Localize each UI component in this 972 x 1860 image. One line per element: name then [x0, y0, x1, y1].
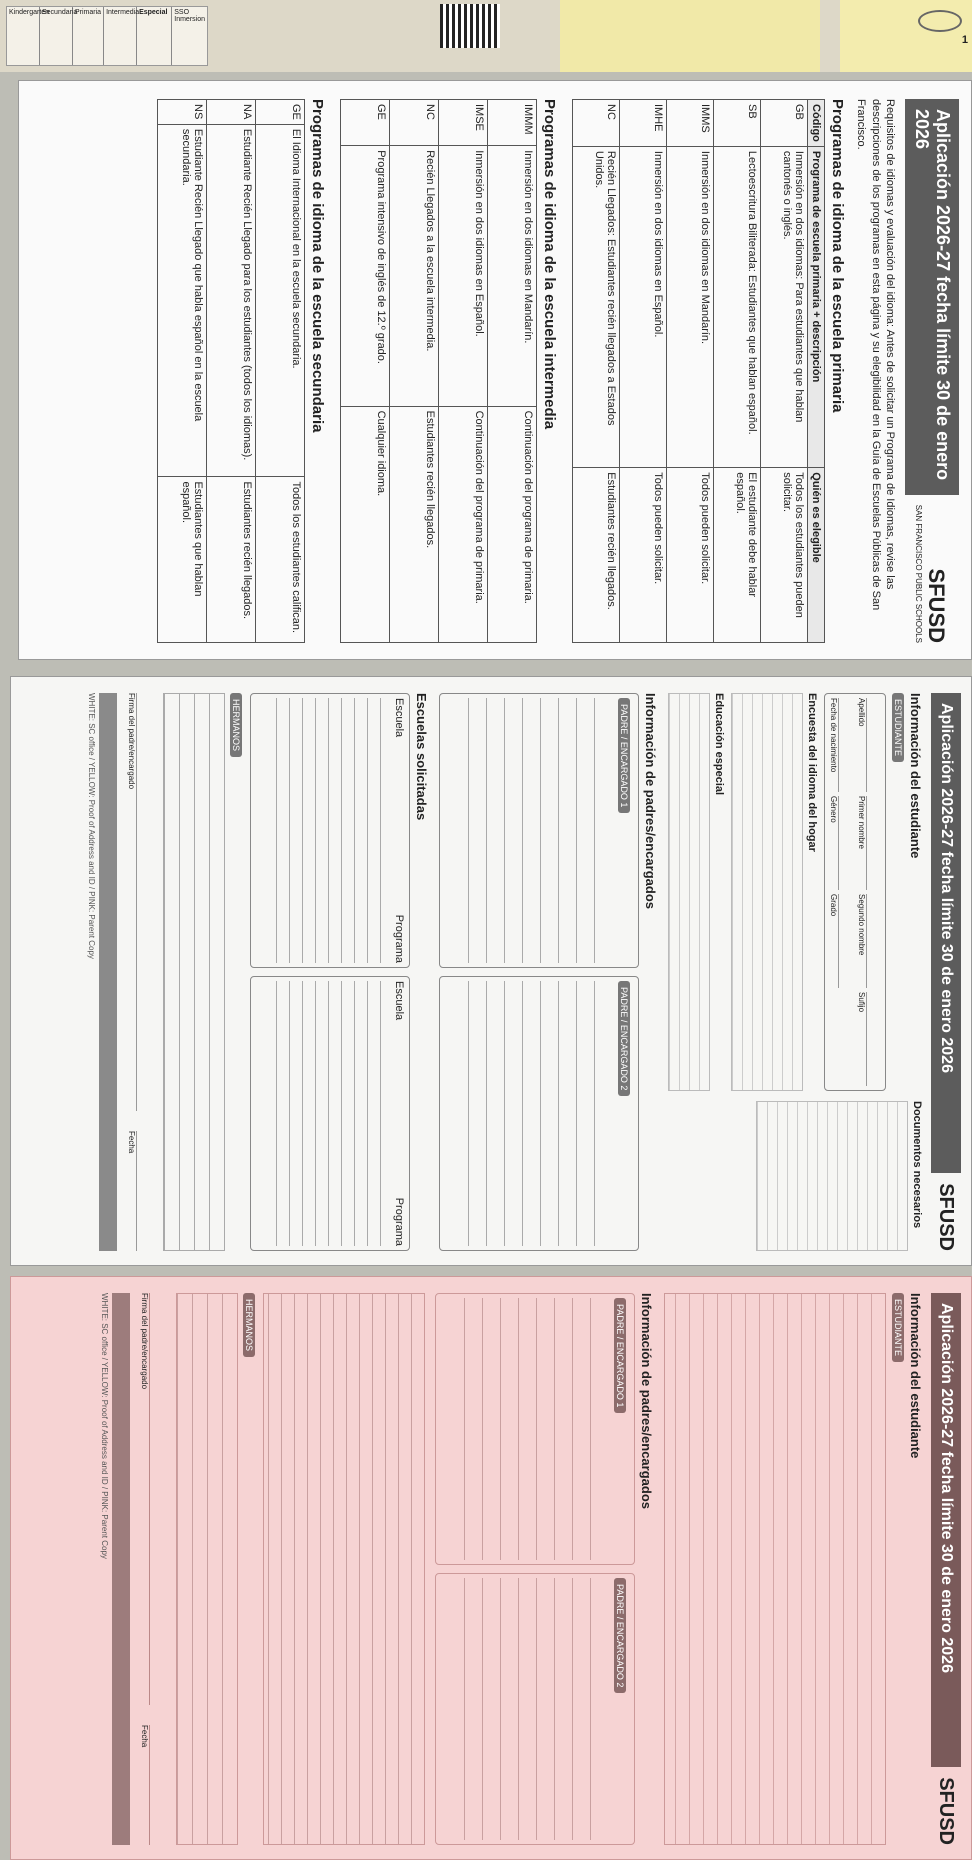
school-choice-lines[interactable]: [263, 1293, 425, 1845]
desc-cell: Inmersión en dos idiomas en Español.: [620, 146, 667, 467]
page-title: Aplicación 2026-27 fecha límite 30 de enero 2026: [931, 693, 961, 1173]
code-cell: IMHE: [620, 100, 667, 147]
code-cell: IMSE: [439, 100, 488, 146]
desc-cell: Programa intensivo de inglés de 12.º grado.: [341, 146, 390, 406]
yellow-page-fragment: [560, 0, 820, 72]
col-header: Código: [808, 100, 825, 147]
siblings-lines[interactable]: [163, 693, 225, 1251]
intro-text: Requisitos de idiomas y evaluación del idioma: Antes de solicitar un Programa de Idiomas, revise las descripciones de los programas en esta página y su elegibilidad en la Guía de Escuelas Públicas de San Francisco.: [855, 99, 896, 611]
parent2-fields[interactable]: [448, 1578, 608, 1840]
code-cell: NS: [158, 100, 207, 125]
desc-cell: Inmersión en dos idiomas en Mandarín.: [667, 146, 714, 467]
signature-field[interactable]: [136, 693, 151, 1111]
gender-field[interactable]: [838, 796, 853, 890]
documents-lines: [756, 1101, 908, 1251]
table-row: [488, 100, 537, 643]
table-row: [207, 100, 256, 643]
field-label: Segundo nombre: [857, 894, 866, 956]
school-choice-lines[interactable]: [268, 981, 393, 1246]
table-row: [714, 100, 761, 643]
top-strip-table: [6, 6, 208, 66]
page-title: Aplicación 2026-27 fecha límite 30 de enero 2026: [905, 99, 959, 495]
dob-field[interactable]: [838, 698, 853, 792]
student-label: ESTUDIANTE: [892, 1293, 904, 1362]
elig-cell: Cualquier idioma.: [341, 406, 390, 642]
last-name-field[interactable]: [866, 698, 881, 792]
top-strip-sso: SSO Inmersion: [174, 9, 205, 23]
language-survey-heading: Encuesta del idioma del hogar: [806, 693, 818, 852]
parent1-label: PADRE / ENCARGADO 1: [618, 698, 630, 813]
program-col-header: Programa: [393, 1197, 405, 1246]
parent1-label: PADRE / ENCARGADO 1: [614, 1298, 626, 1413]
code-cell: GB: [761, 100, 808, 147]
program-col-header: Programa: [393, 914, 405, 963]
code-cell: GE: [256, 100, 305, 125]
desc-cell: Estudiante Recién Llegado que habla español en la escuela secundaria.: [158, 124, 207, 477]
language-survey-lines: [731, 693, 803, 1091]
sheet-language-programs: [18, 80, 972, 660]
top-strip-cell: Kindergarten: [7, 7, 40, 65]
field-label: Género: [829, 796, 838, 823]
top-strip: [0, 0, 972, 72]
parent2-fields[interactable]: [452, 981, 612, 1246]
code-cell: NC: [390, 100, 439, 146]
school-col-header: Escuela: [393, 698, 405, 738]
elig-cell: Continuación del programa de primaria.: [488, 406, 537, 642]
sfusd-logo: SFUSD: [935, 1183, 958, 1251]
code-cell: NC: [573, 100, 620, 147]
elig-cell: Todos pueden solicitar.: [667, 468, 714, 643]
suffix-field[interactable]: [866, 992, 881, 1086]
qr-code-icon: [440, 4, 500, 48]
special-ed-heading: Educación especial: [713, 693, 725, 796]
elig-cell: Estudiantes recién llegados.: [573, 468, 620, 643]
signature-label: Firma del padre/encargado: [127, 693, 136, 790]
elig-cell: Todos pueden solicitar.: [620, 468, 667, 643]
table-row: [439, 100, 488, 643]
field-label: Sufijo: [857, 992, 866, 1013]
page-number: 1: [961, 34, 968, 46]
code-cell: IMMS: [667, 100, 714, 147]
code-cell: SB: [714, 100, 761, 147]
field-label: Apellido: [857, 698, 866, 727]
field-label: Grado: [829, 894, 838, 917]
col-header: Quién es elegible: [808, 468, 825, 643]
top-strip-cell: Primaria: [73, 7, 104, 65]
parent2-label: PADRE / ENCARGADO 2: [618, 981, 630, 1096]
desc-cell: Inmersión en dos idiomas en Español.: [439, 146, 488, 406]
section-parent-info: Información de padres/encargados: [639, 1293, 654, 1510]
intermediate-heading: Programas de idioma de la escuela intermedia: [541, 99, 559, 430]
copy-footer: WHITE: SC office / YELLOW: Proof of Address and ID / PINK: Parent Copy: [87, 693, 96, 959]
date-field[interactable]: [149, 1725, 164, 1845]
table-row: [761, 100, 808, 643]
desc-cell: El Idioma Internacional en la escuela secundaria.: [256, 124, 305, 477]
documents-heading: Documentos necesarios: [911, 1101, 923, 1229]
desc-cell: Recién Llegados a la escuela intermedia.: [390, 146, 439, 406]
section-parent-info: Información de padres/encargados: [643, 693, 658, 910]
signature-field[interactable]: [149, 1293, 164, 1705]
table-row: [620, 100, 667, 643]
sheet-application-white: [10, 676, 972, 1266]
desc-cell: Estudiante Recién Llegado para los estudiantes (todos los idiomas).: [207, 124, 256, 477]
sheet-application-pink: [10, 1276, 972, 1860]
elig-cell: El estudiante debe hablar español.: [714, 468, 761, 643]
section-student-info: Información del estudiante: [908, 1293, 923, 1459]
code-cell: NA: [207, 100, 256, 125]
secondary-table: [157, 99, 305, 643]
sfusd-logo: SFUSD: [935, 1777, 958, 1845]
code-cell: IMMM: [488, 100, 537, 146]
table-row: [256, 100, 305, 643]
yellow-page-corner: [840, 0, 972, 72]
signature-label: Firma del padre/encargado: [140, 1293, 149, 1390]
desc-cell: Inmersión en dos idiomas: Para estudiantes que hablan cantonés o inglés.: [761, 146, 808, 467]
elig-cell: Todos los estudiantes pueden solicitar.: [761, 468, 808, 643]
school-col-header: Escuela: [393, 981, 405, 1021]
top-strip-especial: Especial: [137, 7, 172, 65]
date-field[interactable]: [136, 1131, 151, 1251]
table-row: [158, 100, 207, 643]
sfusd-logo-icon: [918, 10, 962, 32]
top-strip-cell: Intermedia: [104, 7, 137, 65]
desc-cell: Recién Llegados: Estudiantes recién llegados a Estados Unidos.: [573, 146, 620, 467]
date-label: Fecha: [127, 1131, 136, 1154]
siblings-label: HERMANOS: [243, 1293, 255, 1357]
secondary-heading: Programas de idioma de la escuela secundaria: [309, 99, 327, 433]
intermediate-table: [340, 99, 537, 643]
top-strip-cell: Secundaria: [40, 7, 73, 65]
elig-cell: Todos los estudiantes califican.: [256, 477, 305, 643]
grade-field[interactable]: [838, 894, 853, 988]
page-title: Aplicación 2026-27 fecha límite 30 de enero 2026: [931, 1293, 961, 1767]
parent2-label: PADRE / ENCARGADO 2: [614, 1578, 626, 1693]
table-row: [341, 100, 390, 643]
field-label: Fecha de nacimiento: [829, 698, 838, 773]
siblings-lines[interactable]: [176, 1293, 238, 1845]
elig-cell: Continuación del programa de primaria.: [439, 406, 488, 642]
section-student-info: Información del estudiante: [908, 693, 923, 859]
field-label: Primer nombre: [857, 796, 866, 849]
office-use-bar: [99, 693, 117, 1251]
elig-cell: Estudiantes que hablan español.: [158, 477, 207, 643]
office-use-bar: [112, 1293, 130, 1845]
logo-subtitle: SAN FRANCISCO PUBLIC SCHOOLS: [914, 504, 924, 643]
desc-cell: Inmersión en dos idiomas en Mandarín.: [488, 146, 537, 406]
siblings-label: HERMANOS: [230, 693, 242, 757]
primary-heading: Programas de idioma de la escuela primaria: [829, 99, 847, 413]
elig-cell: Estudiantes recién llegados.: [207, 477, 256, 643]
table-row: [390, 100, 439, 643]
table-row: [667, 100, 714, 643]
copy-footer: WHITE: SC office / YELLOW: Proof of Address and ID / PINK: Parent Copy: [100, 1293, 109, 1559]
parent1-fields[interactable]: [452, 698, 612, 963]
first-name-field[interactable]: [866, 796, 881, 890]
sfusd-logo: SFUSD: [924, 568, 950, 643]
elig-cell: Estudiantes recién llegados.: [390, 406, 439, 642]
requested-schools-heading: Escuelas solicitadas: [414, 693, 429, 821]
parent1-fields[interactable]: [448, 1298, 608, 1560]
table-row: [573, 100, 620, 643]
code-cell: GE: [341, 100, 390, 146]
special-ed-lines: [668, 693, 710, 1091]
desc-cell: Lectoescritura Biliterada: Estudiantes que hablan español.: [714, 146, 761, 467]
col-header: Programa de escuela primaria + descripción: [808, 146, 825, 467]
date-label: Fecha: [140, 1725, 149, 1748]
primary-table: [572, 99, 825, 643]
student-label: ESTUDIANTE: [892, 693, 904, 762]
school-choice-lines[interactable]: [268, 698, 393, 963]
student-info-lines[interactable]: [664, 1293, 886, 1845]
middle-name-field[interactable]: [866, 894, 881, 988]
